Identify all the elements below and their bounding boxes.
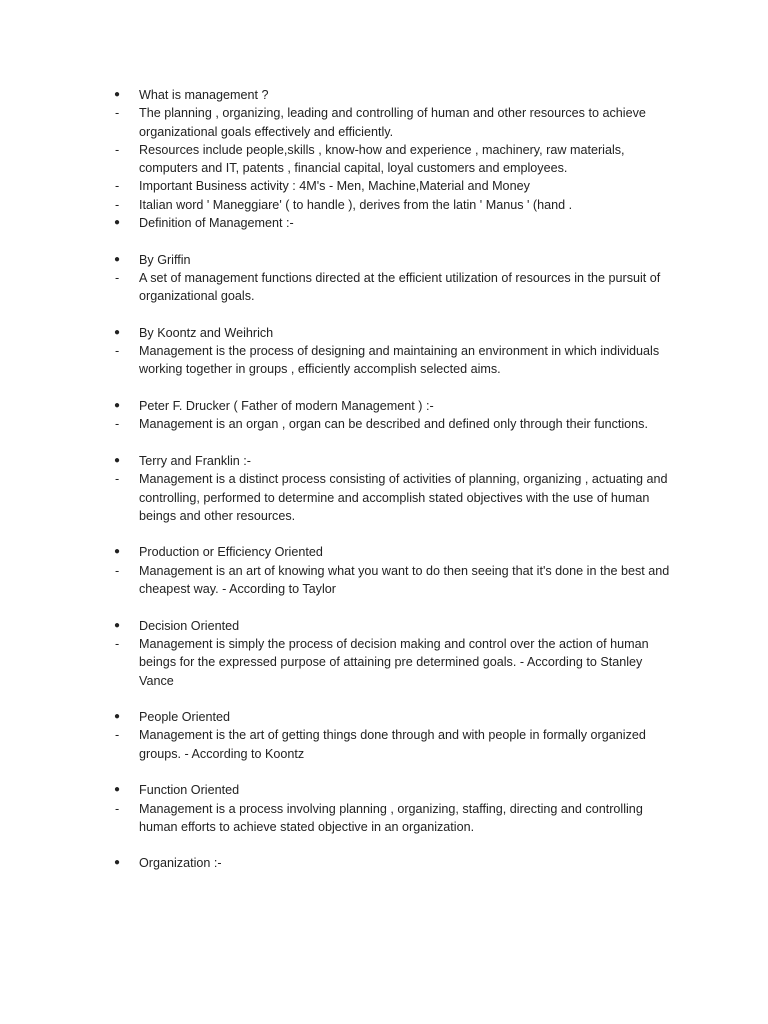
bullet-marker: ● <box>114 454 121 466</box>
dash-marker: - <box>115 728 120 743</box>
item-text: Important Business activity : 4M's - Men, Machine,Material and Money <box>139 179 530 194</box>
bullet-marker: ● <box>114 711 121 723</box>
paragraph-gap <box>113 525 673 543</box>
bullet-heading <box>113 324 673 342</box>
dash-marker: - <box>115 472 120 487</box>
paragraph-gap <box>113 763 673 781</box>
dash-marker: - <box>115 563 120 578</box>
item-text: Management is an art of knowing what you want to do then seeing that it's done in the best and cheapest way. - According to Taylor <box>139 563 670 597</box>
heading-text: Organization :- <box>139 856 222 871</box>
item-text: Management is a process involving planning , organizing, staffing, directing and controlling human efforts to achieve stated objective in an organization. <box>139 801 643 834</box>
dash-item <box>113 269 673 306</box>
dash-marker: - <box>115 197 120 212</box>
bullet-marker: ● <box>114 619 121 631</box>
item-text: A set of management functions directed at the efficient utilization of resources in the pursuit of organizational goals. <box>139 270 661 304</box>
bullet-heading <box>113 617 673 635</box>
bullet-heading <box>113 86 673 104</box>
dash-item <box>113 800 673 837</box>
dash-item <box>113 196 673 214</box>
dash-marker: - <box>115 417 120 432</box>
dash-item <box>113 177 673 195</box>
heading-text: By Griffin <box>139 252 191 267</box>
bullet-heading <box>113 397 673 415</box>
document-body <box>113 86 673 873</box>
heading-text: Function Oriented <box>139 783 240 798</box>
bullet-heading <box>113 452 673 470</box>
item-text: Resources include people,skills , know-how and experience , machinery, raw materials, computers and IT, patents , financial capital, loyal customers and employees. <box>139 142 625 176</box>
dash-item <box>113 635 673 690</box>
heading-text: Production or Efficiency Oriented <box>139 545 323 560</box>
dash-marker: - <box>115 142 120 157</box>
paragraph-gap <box>113 306 673 324</box>
bullet-marker: ● <box>114 546 121 558</box>
bullet-marker: ● <box>114 857 121 869</box>
bullet-marker: ● <box>114 784 121 796</box>
bullet-marker: ● <box>114 400 121 412</box>
item-text: Management is simply the process of decision making and control over the action of human beings for the expressed purpose of attaining pre determined goals. - According to Stanley Vance <box>139 636 649 688</box>
bullet-heading <box>113 251 673 269</box>
bullet-marker: ● <box>114 326 121 338</box>
dash-item <box>113 415 673 433</box>
bullet-marker: ● <box>114 89 121 100</box>
item-text: Management is the art of getting things done through and with people in formally organized groups. - According to Koontz <box>139 728 646 761</box>
item-text: Management is the process of designing and maintaining an environment in which individuals working together in groups , efficiently accomplish selected aims. <box>139 344 660 377</box>
item-text: Management is an organ , organ can be described and defined only through their functions. <box>139 417 648 432</box>
heading-text: Terry and Franklin :- <box>139 453 251 468</box>
heading-text: People Oriented <box>139 710 231 725</box>
bullet-heading <box>113 214 673 232</box>
heading-text: Decision Oriented <box>139 618 240 633</box>
dash-marker: - <box>115 636 120 651</box>
dash-item <box>113 562 673 599</box>
bullet-heading <box>113 708 673 726</box>
bullet-heading <box>113 781 673 799</box>
item-text: The planning , organizing, leading and controlling of human and other resources to achieve organizational goals effectively and efficiently. <box>139 106 646 139</box>
bullet-heading <box>113 543 673 561</box>
paragraph-gap <box>113 434 673 452</box>
heading-text: By Koontz and Weihrich <box>139 325 274 340</box>
item-text: Management is a distinct process consisting of activities of planning, organizing , actuating and controlling, performed to determine and accomplish stated objectives with the use of human beings and other resources. <box>139 472 668 523</box>
dash-marker: - <box>115 801 120 816</box>
dash-item <box>113 104 673 141</box>
paragraph-gap <box>113 598 673 616</box>
bullet-marker: ● <box>114 253 121 265</box>
paragraph-gap <box>113 232 673 250</box>
dash-item <box>113 470 673 525</box>
dash-marker: - <box>115 179 120 194</box>
dash-item <box>113 726 673 763</box>
dash-marker: - <box>115 106 120 121</box>
item-text: Italian word ' Maneggiare' ( to handle ), derives from the latin ' Manus ' (hand . <box>139 197 573 212</box>
heading-text: What is management ? <box>139 88 269 102</box>
dash-item <box>113 141 673 178</box>
paragraph-gap <box>113 690 673 708</box>
paragraph-gap <box>113 836 673 854</box>
bullet-heading <box>113 854 673 872</box>
bullet-marker: ● <box>114 217 121 229</box>
heading-text: Peter F. Drucker ( Father of modern Management ) :- <box>139 399 434 414</box>
dash-item <box>113 342 673 379</box>
dash-marker: - <box>115 344 120 359</box>
paragraph-gap <box>113 379 673 397</box>
heading-text: Definition of Management :- <box>139 216 294 231</box>
dash-marker: - <box>115 270 120 285</box>
